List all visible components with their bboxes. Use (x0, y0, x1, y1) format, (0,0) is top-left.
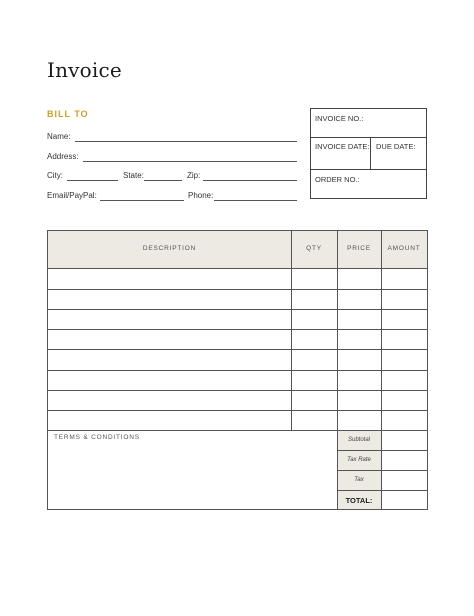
summary-divider (337, 470, 427, 471)
price-header: PRICE (347, 245, 371, 252)
state-field[interactable] (144, 180, 182, 181)
zip-field[interactable] (203, 180, 297, 181)
table-row[interactable] (48, 390, 427, 391)
city-label: City: (47, 171, 63, 180)
email-label: Email/PayPal: (47, 191, 97, 200)
invoice-info-box (310, 108, 427, 199)
tax-label: Tax (354, 477, 364, 483)
name-field[interactable] (75, 141, 297, 142)
info-divider (311, 169, 426, 170)
info-divider (311, 137, 426, 138)
email-field[interactable] (100, 200, 184, 201)
invoice-no-label: INVOICE NO.: (315, 114, 364, 123)
table-row[interactable] (48, 349, 427, 350)
description-header: DESCRIPTION (142, 245, 197, 252)
table-row[interactable] (48, 410, 427, 411)
invoice-date-label: INVOICE DATE: (315, 142, 370, 151)
info-divider (370, 137, 371, 169)
invoice-title: Invoice (47, 58, 122, 82)
column-divider (291, 231, 292, 430)
order-no-label: ORDER NO.: (315, 175, 360, 184)
due-date-label: DUE DATE: (376, 142, 416, 151)
amount-header: AMOUNT (387, 245, 421, 252)
zip-label: Zip: (187, 171, 201, 180)
terms-label: TERMS & CONDITIONS (54, 434, 140, 441)
phone-field[interactable] (214, 200, 297, 201)
city-field[interactable] (67, 180, 118, 181)
summary-divider (337, 490, 427, 491)
address-field[interactable] (83, 161, 297, 162)
table-row[interactable] (48, 289, 427, 290)
address-label: Address: (47, 152, 79, 161)
table-row[interactable] (48, 309, 427, 310)
state-label: State: (123, 171, 144, 180)
summary-divider (337, 450, 427, 451)
table-row[interactable] (48, 329, 427, 330)
qty-header: QTY (306, 245, 322, 252)
items-table (47, 230, 428, 510)
table-row[interactable] (48, 370, 427, 371)
bill-to-heading: BILL TO (47, 109, 89, 119)
tax-rate-label: Tax Rate (347, 457, 371, 463)
subtotal-label: Subtotal (347, 437, 371, 443)
name-label: Name: (47, 132, 71, 141)
phone-label: Phone: (188, 191, 214, 200)
table-header (48, 231, 427, 269)
total-label: TOTAL: (345, 496, 373, 505)
